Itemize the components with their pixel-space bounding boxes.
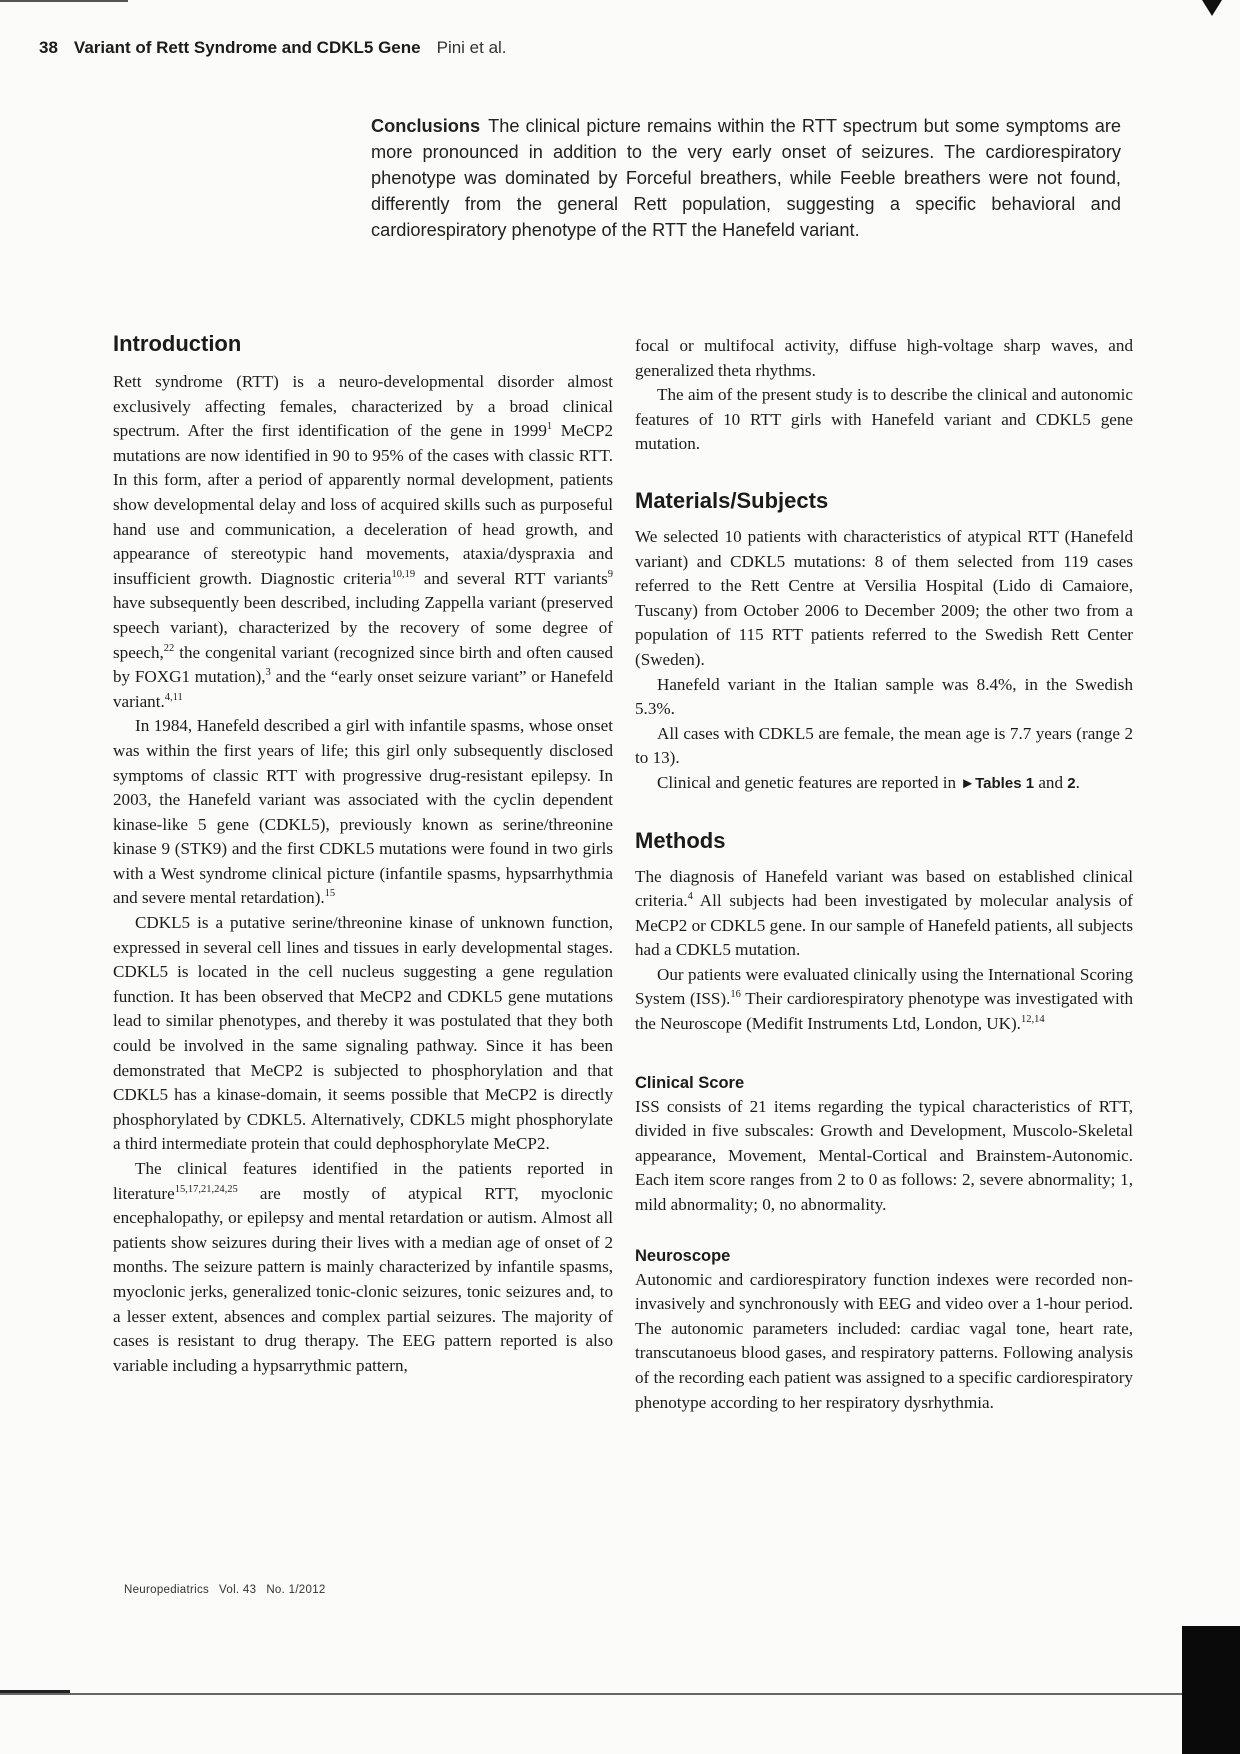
intro-p1-text-c: and several RTT variants (415, 568, 608, 588)
methods-p2-text-a: Our patients were evaluated clinically using the International Scoring System (ISS). (635, 964, 1133, 1009)
materials-paragraph-4 (635, 771, 1133, 797)
intro-p4-text-b: are mostly of atypical RTT, myoclonic encephalopathy, or epilepsy and mental retardation or autism. Almost all patients show seizures during their lives with a median age of onset of 2 months. The seizure pattern is mainly characterized by infantile spasms, myoclonic jerks, generalized tonic-clonic seizures, tonic seizures and, to a lesser extent, absences and complex partial seizures. The majority of cases is resistant to drug therapy. The EEG pattern reported is also variable including a hypsarrythmic pattern, (113, 1183, 613, 1375)
intro-paragraph-5: focal or multifocal activity, diffuse high-voltage sharp waves, and generalized theta rhythms. (635, 336, 1133, 380)
citation-sup: 4 (687, 891, 693, 903)
citation-sup: 10,19 (391, 568, 416, 580)
bottom-rule (0, 1693, 1185, 1695)
methods-p2-text-b: Their cardiorespiratory phenotype was investigated with the Neuroscope (Medifit Instruments Ltd, London, UK). (635, 989, 1133, 1034)
journal-footer (124, 1584, 336, 1596)
scan-edge-line (0, 0, 128, 2)
footer-journal: Neuropediatrics (124, 1584, 210, 1596)
materials-paragraph-2: Hanefeld variant in the Italian sample was 8.4%, in the Swedish 5.3%. (635, 674, 1133, 719)
corner-arrow-icon (1202, 0, 1222, 16)
table-link[interactable]: 2 (1067, 774, 1076, 792)
running-head (39, 38, 507, 58)
running-authors: Pini et al. (436, 38, 507, 57)
materials-p4-text-a: Clinical and genetic features are reported in (657, 772, 961, 792)
right-column (635, 334, 1133, 1415)
citation-sup: 3 (265, 667, 271, 679)
clinical-score-paragraph: ISS consists of 21 items regarding the typical characteristics of RTT, divided in five subscales: Growth and Development, Muscolo-Skeletal appearance, Movement, Mental-Cortical and Brainstem-Autonomic. Each item score ranges from 2 to 0 as follows: 2, severe abnormality; 1, mild abnormality; 0, no abnormality. (635, 1096, 1133, 1215)
intro-paragraph-6: The aim of the present study is to describe the clinical and autonomic features of 10 RTT girls with Hanefeld variant and CDKL5 gene mutation. (635, 385, 1133, 454)
conclusions-text: The clinical picture remains within the RTT spectrum but some symptoms are more pronounced in addition to the very early onset of seizures. The cardiorespiratory phenotype was dominated by Forceful breathers, while Feeble breathers were not found, differently from the general Rett population, suggesting a specific behavioral and cardiorespiratory phenotype of the RTT the Hanefeld variant. (371, 116, 1121, 240)
intro-p1-text-d: have subsequently been described, including Zappella variant (preserved speech variant), characterized by the recovery of some degree of speech, (113, 593, 613, 662)
materials-paragraph-3: All cases with CDKL5 are female, the mean age is 7.7 years (range 2 to 13). (635, 723, 1133, 768)
intro-p1-text-a: Rett syndrome (RTT) is a neuro-developmental disorder almost exclusively affecting females, characterized by a broad clinical spectrum. After the first identification of the gene in 1999 (113, 372, 613, 441)
materials-heading: Materials/Subjects (635, 487, 829, 513)
citation-sup: 1 (546, 421, 553, 433)
citation-sup: 22 (163, 642, 175, 654)
left-column (113, 330, 613, 1378)
citation-sup: 9 (607, 568, 613, 580)
intro-paragraph-2 (113, 714, 613, 911)
citation-sup: 4,11 (164, 691, 183, 703)
methods-paragraph-1 (635, 865, 1133, 963)
citation-sup: 15,17,21,24,25 (174, 1183, 238, 1195)
scan-edge-block (1182, 1626, 1240, 1754)
intro-paragraph-3: CDKL5 is a putative serine/threonine kinase of unknown function, expressed in several cell lines and tissues in early developmental stages. CDKL5 is located in the cell nucleus suggesting a gene regulation function. It has been observed that MeCP2 and CDKL5 gene mutations lead to similar phenotypes, and thereby it was postulated that they both could be involved in the same signaling pathway. Since it has been demonstrated that MeCP2 is subjected to phosphorylation and that CDKL5 has a kinase-domain, it seems possible that MeCP2 is directly phosphorylated by CDKL5. Alternatively, CDKL5 might phosphorylate a third intermediate protein that could dephosphorylate MeCP2. (113, 913, 613, 1154)
introduction-heading: Introduction (113, 331, 242, 356)
conclusions-label: Conclusions (371, 116, 481, 136)
running-title: Variant of Rett Syndrome and CDKL5 Gene (73, 38, 421, 57)
footer-issue: No. 1/2012 (266, 1584, 326, 1596)
intro-p1-text-e: the congenital variant (recognized since birth and often caused by FOXG1 mutation), (113, 642, 613, 687)
methods-p1-text-b: All subjects had been investigated by molecular analysis of MeCP2 or CDKL5 gene. In our sample of Hanefeld patients, all subjects had a CDKL5 mutation. (635, 891, 1133, 960)
neuroscope-paragraph: Autonomic and cardiorespiratory function indexes were recorded non-invasively and synchronously with EEG and video over a 1-hour period. The autonomic parameters included: cardiac vagal tone, heart rate, transcutanoeus blood gases, and respiratory patterns. Following analysis of the recording each patient was assigned to a specific cardiorespiratory phenotype according to her respiratory dysrhythmia. (635, 1269, 1133, 1412)
citation-sup: 12,14 (1020, 1014, 1045, 1026)
materials-p4-text-c: . (1075, 772, 1080, 792)
intro-p1-text-b: MeCP2 mutations are now identified in 90 to 95% of the cases with classic RTT. In this form, after a period of apparently normal development, patients show developmental delay and loss of acquired skills such as purposeful hand use and communication, a deceleration of head growth, and appearance of stereotypic hand movements, ataxia/dyspraxia and insufficient growth. Diagnostic criteria (113, 421, 613, 588)
neuroscope-heading: Neuroscope (635, 1246, 731, 1265)
materials-p4-text-b: and (1034, 772, 1068, 792)
intro-p2-text: In 1984, Hanefeld described a girl with infantile spasms, whose onset was within the first years of life; this girl only subsequently disclosed symptoms of classic RTT with progressive drug-resistant epilepsy. In 2003, the Hanefeld variant was associated with the cyclin dependent kinase-like 5 gene (CDKL5), previously known as serine/threonine kinase 9 (STK9) and the first CDKL5 mutations were found in two girls with a West syndrome clinical picture (infantile spasms, hypsarrhythmia and severe mental retardation). (113, 716, 613, 908)
methods-heading: Methods (635, 827, 726, 853)
methods-p1-text-a: The diagnosis of Hanefeld variant was based on established clinical criteria. (635, 866, 1133, 911)
materials-paragraph-1: We selected 10 patients with characteristics of atypical RTT (Hanefeld variant) and CDKL5 mutations: 8 of them selected from 119 cases referred to the Rett Centre at Versilia Hospital (Lido di Camaiore, Tuscany) from October 2006 to December 2009; the other two from a population of 115 RTT patients referred to the Swedish Rett Center (Sweden). (635, 526, 1133, 669)
abstract-conclusions (371, 113, 1121, 243)
intro-paragraph-4 (113, 1157, 613, 1378)
footer-volume: Vol. 43 (219, 1584, 257, 1596)
page-number: 38 (39, 38, 58, 57)
clinical-score-heading: Clinical Score (635, 1073, 745, 1092)
intro-paragraph-1 (113, 370, 613, 714)
citation-sup: 16 (730, 989, 741, 1001)
citation-sup: 15 (324, 888, 336, 900)
table-link[interactable]: ►Tables 1 (960, 774, 1035, 792)
intro-p4-text-a: The clinical features identified in the patients reported in literature (113, 1159, 613, 1203)
intro-p1-text-f: and the “early onset seizure variant” or Hanefeld variant. (113, 667, 613, 711)
methods-paragraph-2 (635, 963, 1133, 1037)
